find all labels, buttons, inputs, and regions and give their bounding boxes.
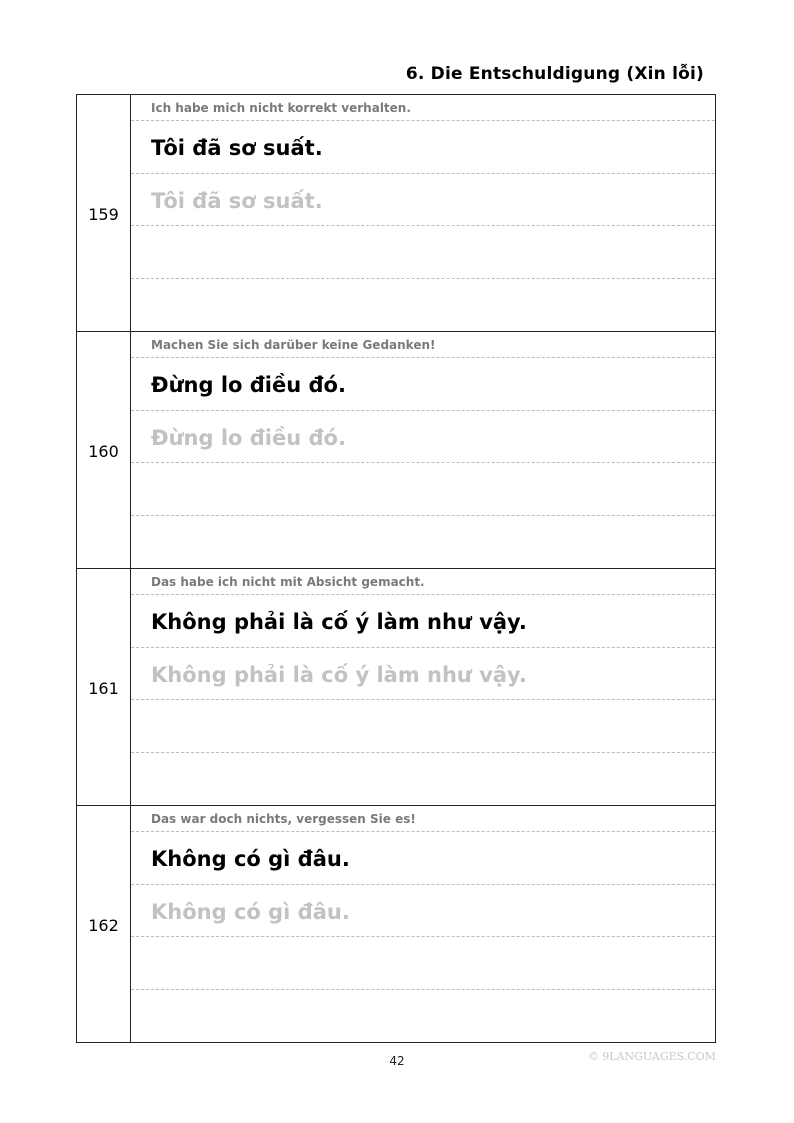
blank-writing-line bbox=[131, 937, 715, 990]
german-sentence: Ich habe mich nicht korrekt verhalten. bbox=[131, 95, 715, 121]
entry-number: 162 bbox=[76, 806, 131, 1042]
entry-number: 159 bbox=[76, 95, 131, 331]
trace-sentence: Tôi đã sơ suất. bbox=[131, 174, 715, 227]
vietnamese-sentence: Không có gì đâu. bbox=[131, 832, 715, 885]
vietnamese-sentence: Đừng lo điều đó. bbox=[131, 358, 715, 411]
section-heading: 6. Die Entschuldigung (Xin lỗi) bbox=[405, 64, 704, 84]
blank-writing-line bbox=[131, 990, 715, 1043]
page-number: 42 bbox=[389, 1054, 405, 1068]
trace-sentence: Đừng lo điều đó. bbox=[131, 411, 715, 464]
vietnamese-sentence: Tôi đã sơ suất. bbox=[131, 121, 715, 174]
copyright-notice: © 9LANGUAGES.COM bbox=[587, 1050, 716, 1063]
german-sentence: Das habe ich nicht mit Absicht gemacht. bbox=[131, 569, 715, 595]
blank-writing-line bbox=[131, 226, 715, 279]
entry-number: 161 bbox=[76, 569, 131, 805]
blank-writing-line bbox=[131, 700, 715, 753]
blank-writing-line bbox=[131, 516, 715, 569]
practice-sheet bbox=[76, 94, 716, 1043]
german-sentence: Das war doch nichts, vergessen Sie es! bbox=[131, 806, 715, 832]
practice-entry bbox=[76, 806, 716, 1043]
blank-writing-line bbox=[131, 753, 715, 806]
german-sentence: Machen Sie sich darüber keine Gedanken! bbox=[131, 332, 715, 358]
practice-entry bbox=[76, 569, 716, 806]
practice-entry bbox=[76, 332, 716, 569]
writing-lines bbox=[131, 569, 716, 805]
practice-entry bbox=[76, 95, 716, 332]
writing-lines bbox=[131, 332, 716, 568]
writing-lines bbox=[131, 95, 716, 331]
trace-sentence: Không có gì đâu. bbox=[131, 885, 715, 938]
writing-lines bbox=[131, 806, 716, 1042]
trace-sentence: Không phải là cố ý làm như vậy. bbox=[131, 648, 715, 701]
vietnamese-sentence: Không phải là cố ý làm như vậy. bbox=[131, 595, 715, 648]
blank-writing-line bbox=[131, 279, 715, 332]
blank-writing-line bbox=[131, 463, 715, 516]
entry-number: 160 bbox=[76, 332, 131, 568]
